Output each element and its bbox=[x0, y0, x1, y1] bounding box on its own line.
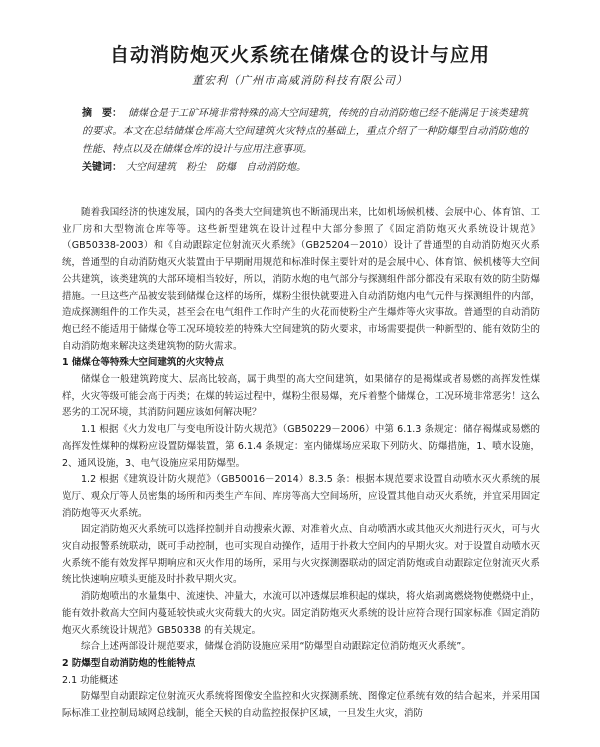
paragraph-gb50016: 1.2 根据《建筑设计防火规范》（GB50016－2014）8.3.5 条：根据本规范要求设置自动喷水灭火系统的展览厅、观众厅等人员密集的场所和丙类生产车间、库房等高大空间场所，应设置其他自动灭火系统，并宜采用固定消防炮等灭火系统。 bbox=[62, 474, 540, 519]
paragraph-overview: 防爆型自动跟踪定位射流灭火系统将图像安全监控和火灾探测系统、图像定位系统有效的结合起来，并采用国际标准工业控制局域网总线制，能全天候的自动监控报保护区域，一旦发生火灾，消防 bbox=[62, 691, 540, 720]
body-text bbox=[62, 205, 540, 723]
paragraph-fixed-cannon: 固定消防炮灭火系统可以选择控制并自动搜索火源、对准着火点、自动喷洒水或其他灭火剂进行灭火，可与火灾自动报警系统联动，既可手动控制，也可实现自动操作，适用于扑救大空间内的早期火灾。对于设置自动喷水灭火系统不能有效发挥早期响应和灭火作用的场所，采用与火灾探测器联动的固定消防炮或自动跟踪定位射流灭火系统比快速响应喷头更能及时扑救早期火灾。 bbox=[62, 524, 540, 586]
paper-title: 自动消防炮灭火系统在储煤仓的设计与应用 bbox=[109, 44, 490, 66]
paragraph-fire-features: 储煤仓一般建筑跨度大、层高比较高，属于典型的高大空间建筑，如果储存的是褐煤或者易燃的高挥发性煤样，火灾等级可能会高于丙类；在煤的转运过程中，煤粉尘很易爆，充斥着整个储煤仓，工况环境非常恶劣！这么恶劣的工况环境，其消防问题应该如何解决呢？ bbox=[62, 374, 540, 419]
author-line: 董宏利（广州市高威消防科技有限公司） bbox=[192, 74, 408, 87]
section-heading-2: 2 防爆型自动消防炮的性能特点 bbox=[62, 657, 196, 669]
abstract-text: 储煤仓是于工矿环境非常特殊的高大空间建筑，传统的自动消防炮已经不能满足于该类建筑的要求。本文在总结储煤仓库高大空间建筑火灾特点的基础上，重点介绍了一种防爆型自动消防炮的性能、特点以及在储煤仓库的设计与应用注意事项。 bbox=[82, 108, 528, 155]
keywords-label: 关键词： bbox=[82, 162, 122, 173]
abstract-block bbox=[82, 105, 528, 159]
keywords-block bbox=[82, 160, 528, 176]
abstract-label: 摘 要： bbox=[82, 108, 122, 119]
keywords-text: 大空间建筑 粉尘 防爆 自动消防炮。 bbox=[126, 162, 306, 173]
paragraph-gb50229: 1.1 根据《火力发电厂与变电所设计防火规范》（GB50229－2006）中第 6.1.3 条规定：储存褐煤或易燃的高挥发性煤种的煤粉应设置防爆装置，第 6.1.4 条规定：室内储煤场应采取下列防火、防爆措施，1、喷水设施，2、通风设施，3、电气设施应采用防爆型。 bbox=[62, 424, 540, 469]
paragraph-intro: 随着我国经济的快速发展，国内的各类大空间建筑也不断涌现出来，比如机场候机楼、会展中心、体育馆、工业厂房和大型物流仓库等等。这些新型建筑在设计过程中大部分参照了《固定消防炮灭火系统设计规范》（GB50338-2003）和《自动跟踪定位射流灭火系统》（GB25204－2010）设计了普通型的自动消防炮灭火系统，普通型的自动消防炮灭火装置由于早期耐用规范和标准时保主要针对的是会展中心、体育馆、候机楼等大空间公共建筑，该类建筑的大部环境相当较好，所以，消防水炮的电气部分与探测组件部分都没有采取有效的防尘防爆措施。一旦这些产品被安装到储煤仓这样的场所，煤粉尘很快就要进入自动消防炮内电气元件与探测组件的内部，造成探测组件的工作失灵，甚至会在电气组件工作时产生的火花而使粉尘产生爆炸等火灾事故。普通型的自动消防炮已经不能适用于储煤仓等工况环境较差的特殊大空间建筑的防火要求，市场需要提供一种新型的、能有效防尘的自动消防炮来解决这类建筑物的防火需求。 bbox=[62, 207, 540, 352]
subsection-heading-2-1: 2.1 功能概述 bbox=[62, 674, 119, 686]
paragraph-water-flow: 消防炮喷出的水量集中、流速快、冲量大，水流可以冲透煤层堆积起的煤块，将火焰剥离燃烧物使燃烧中止，能有效扑救高大空间内蔓延较快或火灾荷载大的火灾。固定消防炮灭火系统的设计应符合现行国家标准《固定消防炮灭火系统设计规范》GB50338 的有关规定。 bbox=[62, 591, 540, 636]
section-heading-1: 1 储煤仓等特殊大空间建筑的火灾特点 bbox=[62, 357, 224, 369]
paragraph-conclusion: 综合上述两部设计规范要求，储煤仓消防设施应采用“防爆型自动跟踪定位消防炮灭火系统”。 bbox=[81, 641, 471, 653]
